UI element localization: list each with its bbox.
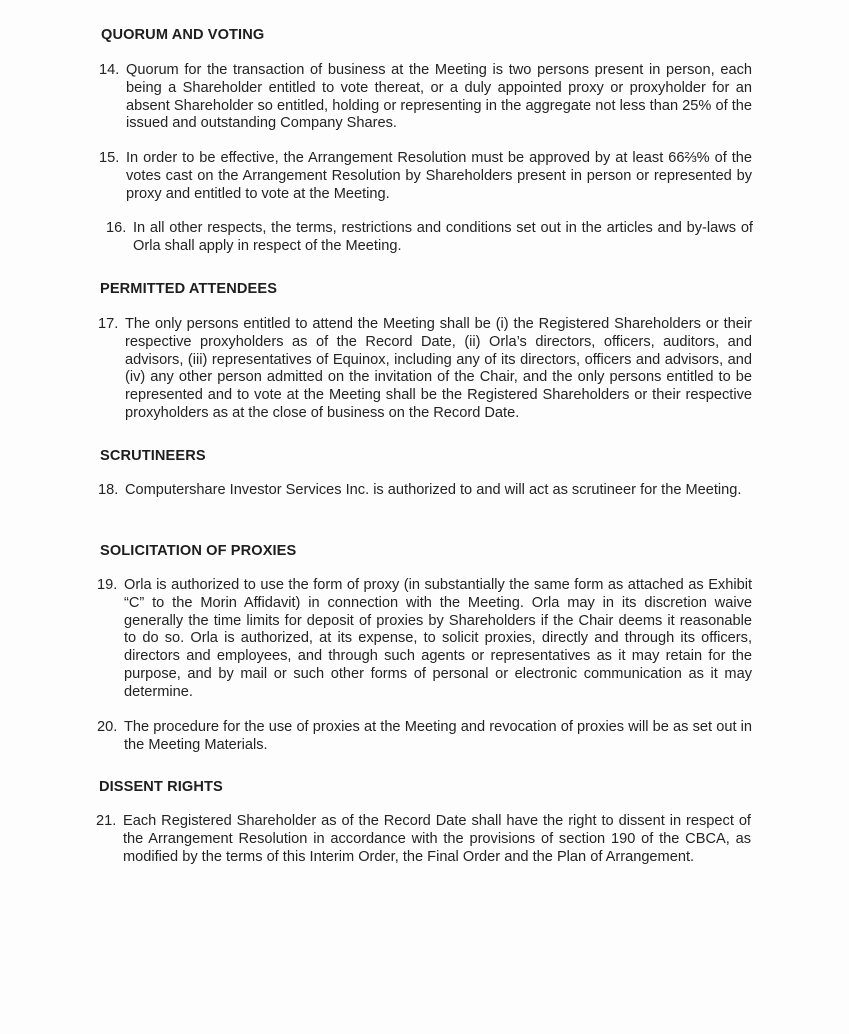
paragraph-number: 17. <box>98 316 119 332</box>
paragraph-number: 16. <box>106 220 127 236</box>
section-heading-dissent-rights: DISSENT RIGHTS <box>99 779 223 795</box>
paragraph-text: In order to be effective, the Arrangement Resolution must be approved by at least 66⅔% of the votes cast on the Arrangement Resolution by Shareholders present in person or represented by proxy and entitled to vote at the Meeting. <box>126 150 752 202</box>
paragraph-text: In all other respects, the terms, restrictions and conditions set out in the articles and by-laws of Orla shall apply in respect of the Meeting. <box>133 220 753 254</box>
paragraph-text: Each Registered Shareholder as of the Record Date shall have the right to dissent in respect of the Arrangement Resolution in accordance with the provisions of section 190 of the CBCA, as modified by the terms of this Interim Order, the Final Order and the Plan of Arrangement. <box>123 813 751 865</box>
paragraph-19 <box>97 577 752 702</box>
paragraph-number: 20. <box>97 719 118 735</box>
paragraph-14 <box>99 62 752 133</box>
paragraph-number: 21. <box>96 813 117 829</box>
paragraph-18 <box>98 482 752 500</box>
paragraph-number: 19. <box>97 577 118 593</box>
paragraph-text: Computershare Investor Services Inc. is authorized to and will act as scrutineer for the Meeting. <box>125 482 742 498</box>
paragraph-17 <box>98 316 752 423</box>
paragraph-15 <box>99 150 752 203</box>
paragraph-number: 15. <box>99 150 120 166</box>
paragraph-16 <box>106 220 753 256</box>
paragraph-text: The procedure for the use of proxies at the Meeting and revocation of proxies will be as set out in the Meeting Materials. <box>124 719 752 753</box>
paragraph-20 <box>97 719 752 755</box>
paragraph-21 <box>96 813 751 866</box>
section-heading-scrutineers: SCRUTINEERS <box>100 448 206 464</box>
section-heading-quorum-and-voting: QUORUM AND VOTING <box>101 27 265 43</box>
paragraph-number: 18. <box>98 482 119 498</box>
paragraph-text: Quorum for the transaction of business at the Meeting is two persons present in person, each being a Shareholder entitled to vote thereat, or a duly appointed proxy or proxyholder for an absent Shareholder so entitled, holding or representing in the aggregate not less than 25% of the issued and outstanding Company Shares. <box>126 62 752 132</box>
section-heading-solicitation-of-proxies: SOLICITATION OF PROXIES <box>100 543 297 559</box>
paragraph-text: Orla is authorized to use the form of proxy (in substantially the same form as attached as Exhibit “C” to the Morin Affidavit) in connection with the Meeting. Orla may in its discretion waive generally the time limits for deposit of proxies by Shareholders if the Chair deems it reasonable to do so. Orla is authorized, at its expense, to solicit proxies, directly and through its officers, directors and employees, and through such agents or representatives as it may retain for the purpose, and by mail or such other forms of personal or electronic communication as it may determine. <box>124 577 752 700</box>
section-heading-permitted-attendees: PERMITTED ATTENDEES <box>100 281 278 297</box>
paragraph-number: 14. <box>99 62 120 78</box>
paragraph-text: The only persons entitled to attend the Meeting shall be (i) the Registered Shareholders or their respective proxyholders as of the Record Date, (ii) Orla’s directors, officers, auditors, and advisors, (iii) representatives of Equinox, including any of its directors, officers and advisors, and (iv) any other person admitted on the invitation of the Chair, and the only persons entitled to be represented and to vote at the Meeting shall be the Registered Shareholders or their respective proxyholders as at the close of business on the Record Date. <box>125 316 752 421</box>
